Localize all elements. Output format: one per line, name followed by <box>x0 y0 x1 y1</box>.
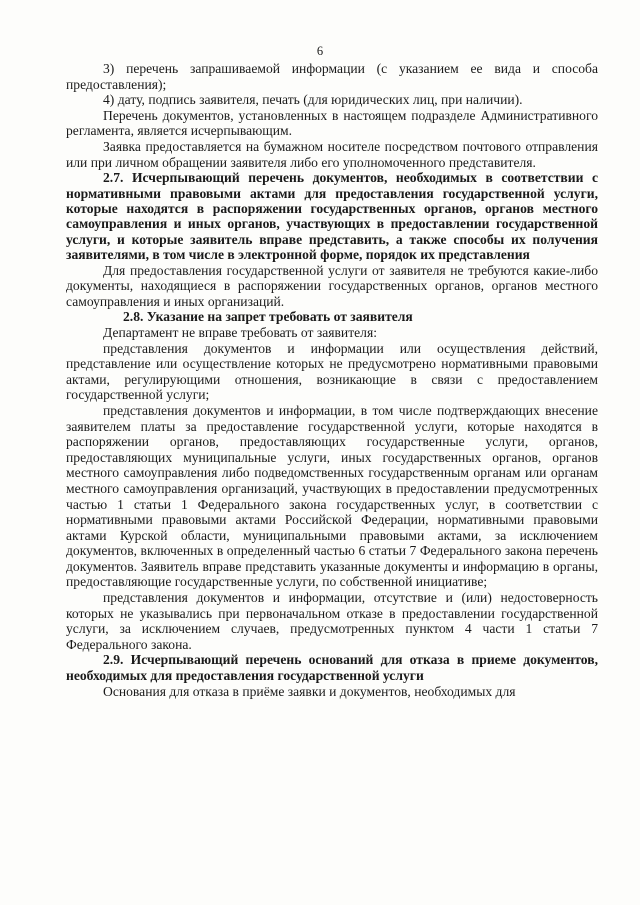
paragraph-item-4: 4) дату, подпись заявителя, печать (для юридических лиц, при наличии). <box>103 92 523 108</box>
paragraph-department: Департамент не вправе требовать от заявителя: <box>103 324 377 340</box>
section-heading-2-9: 2.9. Исчерпывающий перечень оснований для отказа в приеме документов, необходимых для предоставления государственной услуги <box>66 652 598 684</box>
page-number: 6 <box>316 44 324 58</box>
section-heading-2-8: 2.8. Указание на запрет требовать от заявителя <box>123 309 413 325</box>
paragraph-item-3: 3) перечень запрашиваемой информации (с указанием ее вида и способа предоставления); <box>66 61 598 92</box>
paragraph-no-documents: Для предоставления государственной услуги от заявителя не требуются какие-либо документы, находящиеся в распоряжении государственных органов, органов местного самоуправления и иных организаций. <box>66 262 598 309</box>
paragraph-refusal-grounds: Основания для отказа в приёме заявки и документов, необходимых для <box>103 683 516 699</box>
paragraph-prohibition-2: представления документов и информации, в том числе подтверждающих внесение заявителем платы за предоставление государственной услуги, которые находятся в распоряжении органов, предоставляющих государственные услуги, органов, предоставляющих муниципальные услуги, иных государственных органов, органов местного самоуправления либо подведомственных государственным органам или органам местного самоуправления организаций, участвующих в предоставлении предусмотренных частью 1 статьи 1 Федерального закона государственных услуг, в соответствии с нормативными правовыми актами Российской Федерации, нормативными правовыми актами Курской области, муниципальными правовыми актами, за исключением документов, включенных в определенный частью 6 статьи 7 Федерального закона перечень документов. Заявитель вправе представить указанные документы и информацию в органы, предоставляющие государственные услуги, по собственной инициативе; <box>66 402 598 590</box>
section-heading-2-7: 2.7. Исчерпывающий перечень документов, необходимых в соответствии с нормативными правовыми актами для предоставления государственной услуги, которые находятся в распоряжении государственных органов, органов местного самоуправления и иных органов, участвующих в предоставлении государственной услуги, и которые заявитель вправе представить, а также способы их получения заявителями, в том числе в электронной форме, порядок их представления <box>66 170 598 263</box>
document-body <box>66 61 598 699</box>
paragraph-submission: Заявка предоставляется на бумажном носителе посредством почтового отправления или при личном обращении заявителя либо его уполномоченного представителя. <box>66 138 598 170</box>
paragraph-prohibition-1: представления документов и информации или осуществления действий, представление или осуществление которых не предусмотрено нормативными правовыми актами, регулирующими отношения, возникающие в связи с предоставлением государственной услуги; <box>66 340 598 403</box>
paragraph-prohibition-3: представления документов и информации, отсутствие и (или) недостоверность которых не указывались при первоначальном отказе в предоставлении государственной услуги, за исключением случаев, предусмотренных пунктом 4 части 1 статьи 7 Федерального закона. <box>66 590 598 652</box>
paragraph-exhaustive-list: Перечень документов, установленных в настоящем подразделе Административного регламента, является исчерпывающим. <box>66 107 598 139</box>
